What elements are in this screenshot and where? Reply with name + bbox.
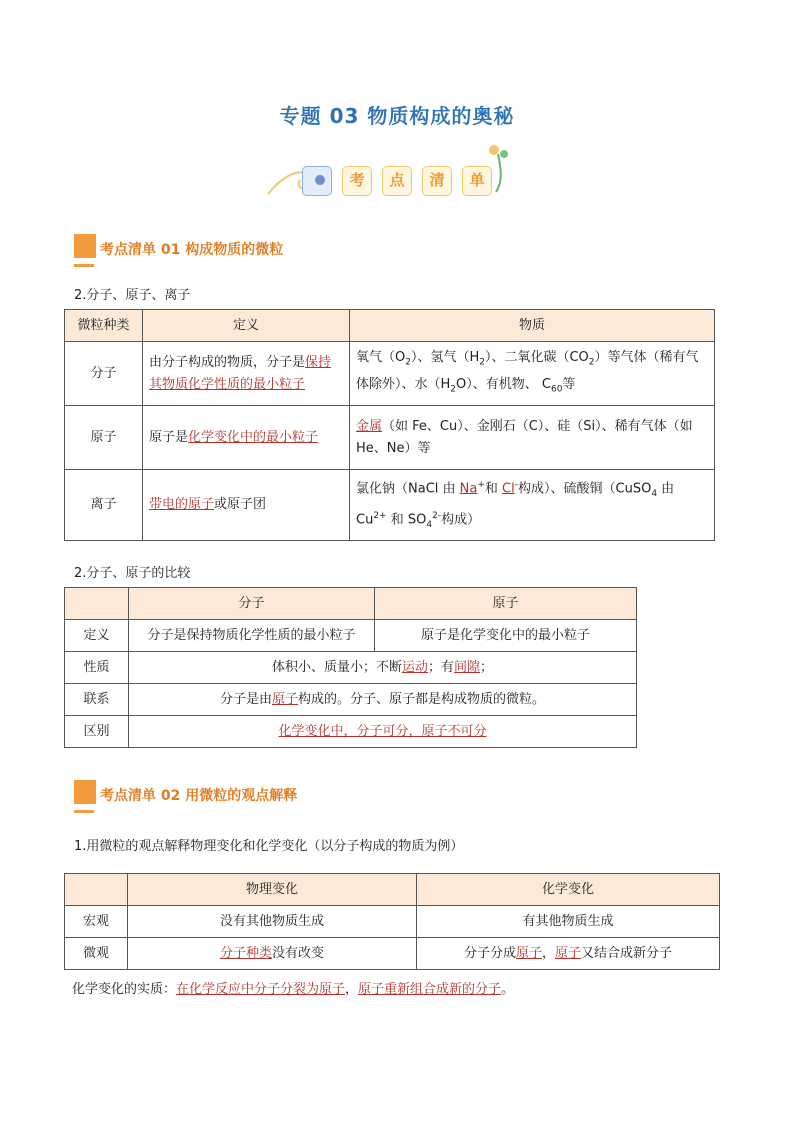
table-header: 分子 xyxy=(129,588,375,620)
comparison-table xyxy=(64,587,637,748)
particle-substances: 金属（如 Fe、Cu）、金刚石（C）、硅（Si）、稀有气体（如 He、Ne）等 xyxy=(350,406,715,470)
table-row: 性质 体积小、质量小；不断运动；有间隙； xyxy=(65,652,637,684)
particle-definition: 原子是化学变化中的最小粒子 xyxy=(143,406,350,470)
table-row: 区别 化学变化中，分子可分，原子不可分 xyxy=(65,716,637,748)
table-header: 微粒种类 xyxy=(65,310,143,342)
table-header xyxy=(65,874,128,906)
section-underline xyxy=(74,264,94,267)
table-header: 物理变化 xyxy=(128,874,417,906)
section-marker-icon xyxy=(74,780,96,804)
section-name: 构成物质的微粒 xyxy=(185,242,284,258)
key-answer: 化学变化中的最小粒子 xyxy=(188,429,319,445)
section-heading-2 xyxy=(74,780,474,814)
table-header: 定义 xyxy=(143,310,350,342)
essence-note: 化学变化的实质：在化学反应中分子分裂为原子，原子重新组合成新的分子。 xyxy=(72,982,515,997)
table-row xyxy=(65,406,715,470)
table-row xyxy=(65,342,715,406)
particle-kind: 原子 xyxy=(65,406,143,470)
banner-tile: 点 xyxy=(382,166,412,196)
key-answer: 带电的原子 xyxy=(149,496,215,512)
change-table xyxy=(64,873,720,970)
section-tag: 考点清单 xyxy=(100,242,156,258)
section-underline xyxy=(74,810,94,813)
section-marker-icon xyxy=(74,234,96,258)
particle-substances: 氯化钠（NaCl 由 Na+和 Cl-构成）、硫酸铜（CuSO$_4$ 由 $Cu^{2+}$ 和 $SO_4^{2-}$构成） xyxy=(350,470,715,541)
table-row: 联系 分子是由原子构成的。分子、原子都是构成物质的微粒。 xyxy=(65,684,637,716)
particle-substances: 氧气$(O_2)$、氢气$(H_2)$、二氧化碳$(CO_2)$等气体（稀有气体除外）、水$(H_2O)$、有机物、 $C_{60}$等 xyxy=(350,342,715,406)
section-number: 01 xyxy=(160,242,181,258)
section-heading-1 xyxy=(74,234,474,268)
section-name: 用微粒的观点解释 xyxy=(185,788,298,804)
particle-kind: 分子 xyxy=(65,342,143,406)
bullet-tile xyxy=(302,166,332,196)
key-answer: 金属 xyxy=(356,418,383,434)
particle-table xyxy=(64,309,715,541)
table-header: 化学变化 xyxy=(417,874,720,906)
particle-definition: 由分子构成的物质，分子是保持其物质化学性质的最小粒子 xyxy=(143,342,350,406)
page-title: 专题 03 物质构成的奥秘 xyxy=(279,104,515,128)
subheading: 2.分子、原子、离子 xyxy=(74,288,191,303)
table-header xyxy=(65,588,129,620)
section-number: 02 xyxy=(160,788,181,804)
subheading: 1.用微粒的观点解释物理变化和化学变化（以分子构成的物质为例） xyxy=(74,839,464,854)
key-answer: 保持其物质化学性质的最小粒子 xyxy=(149,354,332,392)
banner-tile: 清 xyxy=(422,166,452,196)
section-tag: 考点清单 xyxy=(100,788,156,804)
particle-definition: 带电的原子或原子团 xyxy=(143,470,350,541)
topic-banner xyxy=(264,140,514,204)
table-row: 宏观 没有其他物质生成 有其他物质生成 xyxy=(65,906,720,938)
subheading: 2.分子、原子的比较 xyxy=(74,566,191,581)
table-row: 定义 分子是保持物质化学性质的最小粒子 原子是化学变化中的最小粒子 xyxy=(65,620,637,652)
table-header: 原子 xyxy=(375,588,637,620)
table-row: 微观 分子种类没有改变 分子分成原子，原子又结合成新分子 xyxy=(65,938,720,970)
banner-tile: 单 xyxy=(462,166,492,196)
banner-tile: 考 xyxy=(342,166,372,196)
particle-kind: 离子 xyxy=(65,470,143,541)
table-row xyxy=(65,470,715,541)
table-header: 物质 xyxy=(350,310,715,342)
bullet-dot-icon xyxy=(315,175,325,185)
